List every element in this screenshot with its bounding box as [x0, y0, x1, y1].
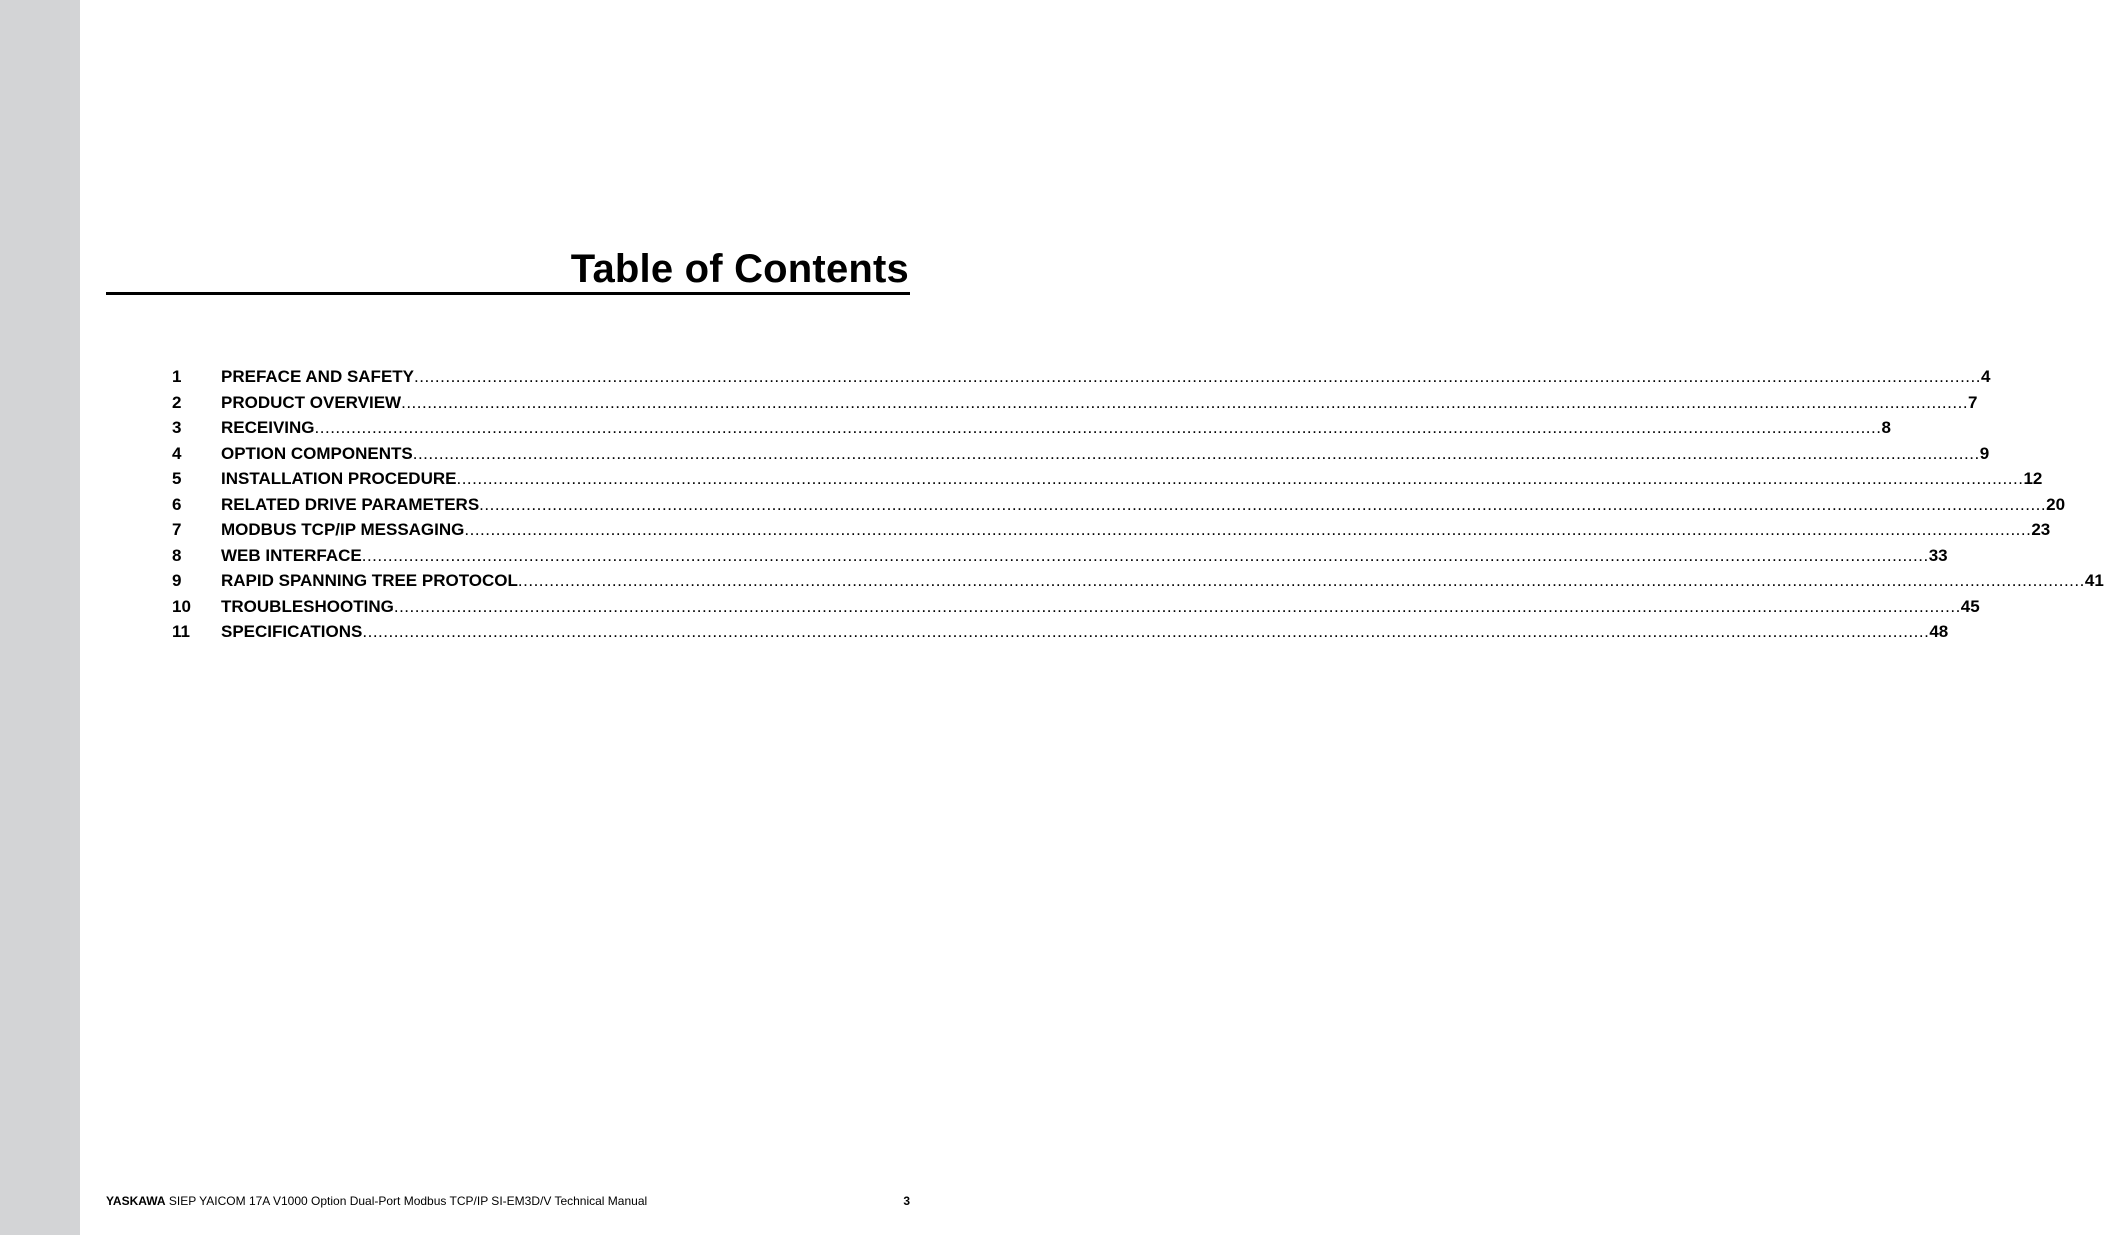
toc-list	[172, 364, 2104, 645]
toc-page-number: 20	[2046, 494, 2066, 514]
toc-label: RECEIVING	[221, 418, 315, 437]
toc-leader-dots: ............................................................................................................................................................................................................................................................................................................	[414, 367, 1981, 386]
toc-leader-dots: ............................................................................................................................................................................................................................................................................................................	[401, 392, 1969, 412]
toc-number: 11	[172, 622, 190, 641]
toc-row-10[interactable]	[172, 594, 1980, 620]
toc-entry	[221, 568, 2104, 594]
toc-leader-dots: ............................................................................................................................................................................................................................................................................................................	[412, 443, 1980, 463]
toc-leader-dots: ............................................................................................................................................................................................................................................................................................................	[517, 571, 2085, 590]
toc-row-4[interactable]	[172, 441, 1990, 467]
toc-row-2[interactable]	[172, 390, 1978, 416]
toc-entry	[221, 364, 1991, 390]
toc-page-number: 9	[1979, 443, 1990, 463]
toc-entry	[221, 441, 1990, 467]
page-title: Table of Contents	[570, 247, 909, 291]
toc-number: 2	[172, 392, 182, 412]
toc-row-9[interactable]	[172, 568, 2104, 594]
toc-leader-dots: ............................................................................................................................................................................................................................................................................................................	[362, 622, 1930, 641]
toc-number: 7	[172, 520, 182, 539]
toc-entry	[221, 415, 1891, 441]
toc-page-number: 4	[1980, 367, 1991, 386]
toc-row-3[interactable]	[172, 415, 1891, 441]
toc-page-number: 23	[2031, 520, 2051, 539]
toc-page-number: 12	[2023, 469, 2043, 488]
toc-number: 4	[172, 443, 182, 463]
toc-label: MODBUS TCP/IP MESSAGING	[221, 520, 465, 539]
footer	[106, 1193, 647, 1209]
toc-entry	[221, 466, 2043, 492]
toc-number: 5	[172, 469, 182, 488]
toc-label: SPECIFICATIONS	[221, 622, 363, 641]
toc-label: PRODUCT OVERVIEW	[221, 392, 402, 412]
toc-label: OPTION COMPONENTS	[221, 443, 413, 463]
toc-leader-dots: ............................................................................................................................................................................................................................................................................................................	[456, 469, 2024, 488]
toc-label: TROUBLESHOOTING	[221, 596, 394, 616]
toc-row-8[interactable]	[172, 543, 1948, 569]
toc-leader-dots: ............................................................................................................................................................................................................................................................................................................	[361, 545, 1929, 565]
side-bar	[0, 0, 80, 1235]
toc-number: 3	[172, 418, 182, 437]
toc-number: 10	[172, 596, 191, 616]
toc-label: WEB INTERFACE	[221, 545, 362, 565]
toc-number: 6	[172, 494, 182, 514]
toc-page-number: 8	[1881, 418, 1891, 437]
toc-row-5[interactable]	[172, 466, 2043, 492]
toc-label: PREFACE AND SAFETY	[221, 367, 415, 386]
toc-entry	[221, 594, 1980, 620]
toc-row-7[interactable]	[172, 517, 2051, 543]
footer-brand: YASKAWA	[106, 1194, 166, 1208]
toc-entry	[221, 390, 1978, 416]
toc-page-number: 7	[1968, 392, 1978, 412]
footer-text: SIEP YAICOM 17A V1000 Option Dual-Port Modbus TCP/IP SI-EM3D/V Technical Manual	[168, 1194, 648, 1208]
toc-page-number: 45	[1960, 596, 1980, 616]
footer-page-number: 3	[903, 1194, 910, 1208]
toc-leader-dots: ............................................................................................................................................................................................................................................................................................................	[464, 520, 2032, 539]
title-rule	[106, 292, 910, 295]
toc-row-1[interactable]	[172, 364, 1991, 390]
toc-number: 8	[172, 545, 182, 565]
toc-entry	[221, 492, 2066, 518]
toc-label: RAPID SPANNING TREE PROTOCOL	[221, 571, 518, 590]
toc-number: 1	[172, 367, 182, 386]
toc-entry	[221, 543, 1948, 569]
toc-label: RELATED DRIVE PARAMETERS	[221, 494, 480, 514]
toc-page-number: 48	[1929, 622, 1949, 641]
toc-number: 9	[172, 571, 182, 590]
toc-page-number: 41	[2084, 571, 2104, 590]
toc-entry	[221, 619, 1949, 645]
toc-entry	[221, 517, 2051, 543]
toc-leader-dots: ............................................................................................................................................................................................................................................................................................................	[314, 418, 1882, 437]
toc-row-6[interactable]	[172, 492, 2066, 518]
toc-leader-dots: ............................................................................................................................................................................................................................................................................................................	[479, 494, 2047, 514]
toc-leader-dots: ............................................................................................................................................................................................................................................................................................................	[393, 596, 1961, 616]
toc-row-11[interactable]	[172, 619, 1949, 645]
toc-label: INSTALLATION PROCEDURE	[221, 469, 457, 488]
toc-page-number: 33	[1928, 545, 1948, 565]
